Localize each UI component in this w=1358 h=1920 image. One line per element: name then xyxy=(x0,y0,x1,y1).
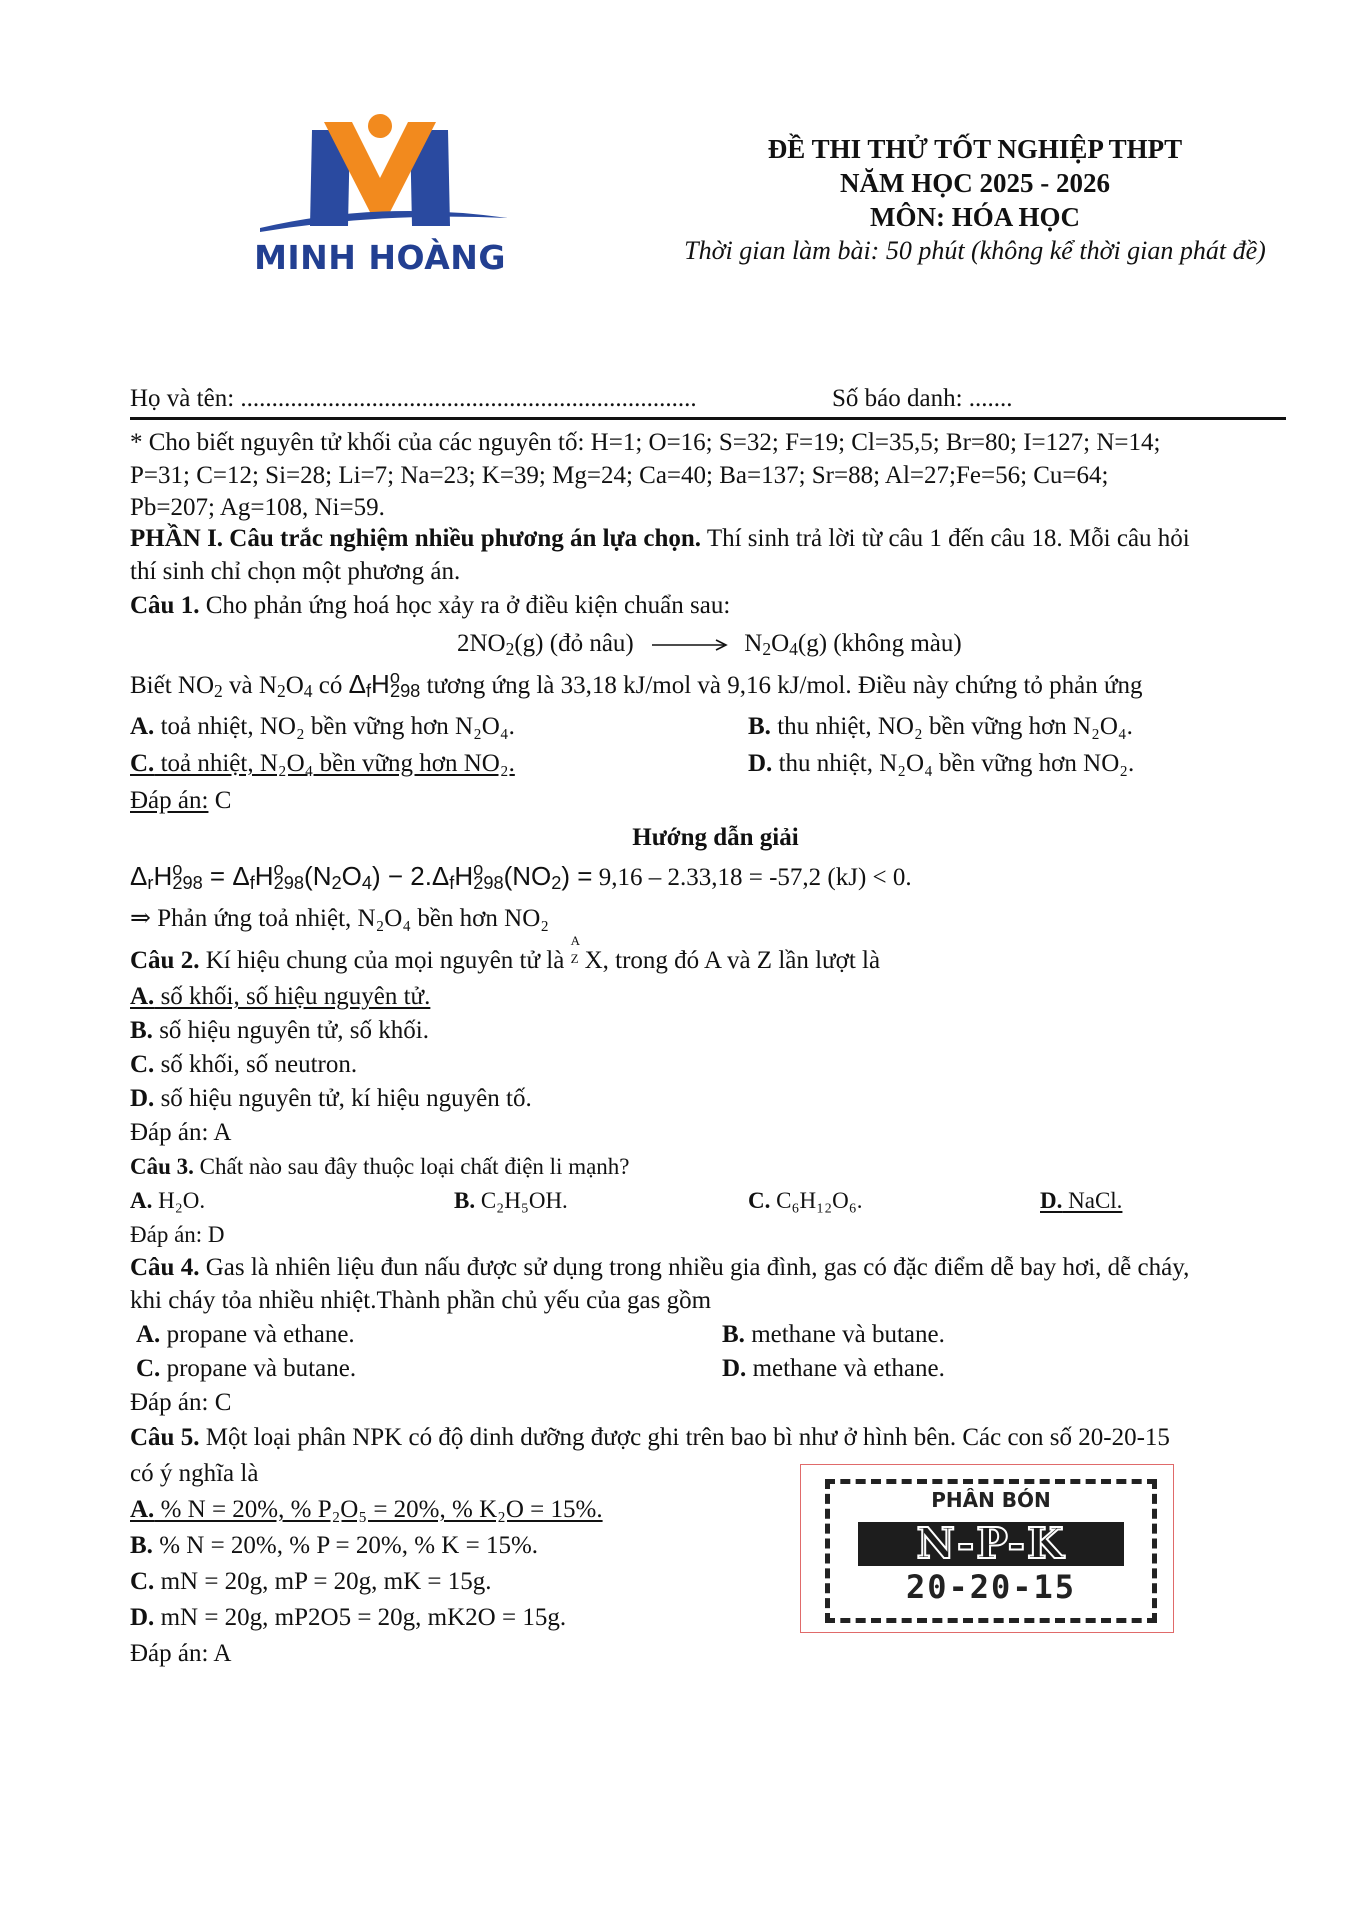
npk-label-image xyxy=(800,1464,1174,1633)
q1-option-d xyxy=(748,747,1134,780)
q5-text-line1: Một loại phân NPK có độ dinh dưỡng được ghi trên bao bì như ở hình bên. Các con số 20-20-15 xyxy=(199,1424,1170,1451)
q4-option-b xyxy=(722,1318,945,1351)
q1-reaction xyxy=(457,627,962,660)
header-rule xyxy=(130,417,1286,420)
q4-option-d-label: D. xyxy=(722,1355,747,1382)
q5-label: Câu 5. xyxy=(130,1424,200,1451)
q1-solution-conclusion: ⇒ Phản ứng toả nhiệt, N₂O₄ bền hơn NO₂ xyxy=(130,905,549,932)
q3-text: Chất nào sau đây thuộc loại chất điện li mạnh? xyxy=(193,1154,630,1179)
q1-option-b-text: thu nhiệt, NO₂ bền vững hơn N₂O₄. xyxy=(770,713,1133,740)
npk-numbers: 20-20-15 xyxy=(905,1568,1077,1606)
q4-option-d-text: methane và ethane. xyxy=(746,1355,945,1382)
q4-text-line1: Gas là nhiên liệu đun nấu được sử dụng trong nhiều gia đình, gas có đặc điểm dễ bay hơi, dễ cháy, xyxy=(199,1254,1190,1281)
time-note: Thời gian làm bài: 50 phút (không kể thời gian phát đề) xyxy=(684,236,1266,265)
q1-option-c-label: C. xyxy=(130,750,155,777)
q2-option-d-label: D. xyxy=(130,1085,155,1112)
q1-given-part3: O xyxy=(285,672,304,699)
q5-answer: Đáp án: A xyxy=(130,1640,232,1667)
q3-option-b-label: B. xyxy=(454,1188,476,1213)
q1-text: Cho phản ứng hoá học xảy ra ở điều kiện chuẩn sau: xyxy=(199,592,731,619)
atomic-masses-line2: P=31; C=12; Si=28; Li=7; Na=23; K=39; Mg=24; Ca=40; Ba=137; Sr=88; Al=27;Fe=56; Cu=64; xyxy=(130,462,1109,489)
q5-option-c-text: mN = 20g, mP = 20g, mK = 15g. xyxy=(154,1568,492,1595)
q1-answer-label: Đáp án: xyxy=(130,787,209,814)
q3-option-c-label: C. xyxy=(748,1188,771,1213)
q1-product-o: O xyxy=(771,630,790,657)
subject: MÔN: HÓA HỌC xyxy=(870,202,1080,232)
q1-option-a-text: toả nhiệt, NO₂ bền vững hơn N₂O₄. xyxy=(154,713,515,740)
q3-option-d xyxy=(1040,1184,1122,1217)
q1-product-sub1: 2 xyxy=(762,639,772,659)
q4-option-d xyxy=(722,1352,945,1385)
q5-stem-line2: có ý nghĩa là xyxy=(130,1460,259,1487)
q2-option-c xyxy=(130,1048,357,1081)
q5-option-a-text: % N = 20%, % P₂O₅ = 20%, % K₂O = 15%. xyxy=(154,1496,603,1523)
q2-text-before: Kí hiệu chung của mọi nguyên tử là xyxy=(199,947,571,974)
q5-option-c xyxy=(130,1565,492,1598)
q3-option-b-text: C₂H₅OH. xyxy=(475,1188,568,1213)
q1-product: N xyxy=(744,630,763,657)
q2-stem xyxy=(130,933,881,977)
q3-option-c xyxy=(748,1184,863,1217)
q4-option-c xyxy=(136,1352,356,1385)
q3-option-a xyxy=(130,1184,205,1217)
q1-answer xyxy=(130,784,231,817)
q4-stem-line2: khi cháy tỏa nhiều nhiệt.Thành phần chủ yếu của gas gồm xyxy=(130,1287,712,1314)
q1-option-c xyxy=(130,747,515,780)
q5-option-a xyxy=(130,1493,603,1526)
q4-label: Câu 4. xyxy=(130,1254,200,1281)
q2-option-b-text: số hiệu nguyên tử, số khối. xyxy=(152,1017,429,1044)
q2-option-a xyxy=(130,980,430,1013)
npk-band-text: N-P-K xyxy=(916,1519,1066,1568)
q2-option-d xyxy=(130,1082,532,1115)
q1-given-part2: và N xyxy=(222,672,277,699)
q2-option-c-label: C. xyxy=(130,1051,155,1078)
q4-option-b-label: B. xyxy=(722,1321,745,1348)
q1-option-b-label: B. xyxy=(748,713,771,740)
q3-label: Câu 3. xyxy=(130,1154,194,1179)
q1-product-sub2: 4 xyxy=(789,639,798,659)
q3-option-c-text: C₆H₁₂O₆. xyxy=(770,1188,863,1213)
q3-option-a-label: A. xyxy=(130,1188,153,1213)
q2-text-after: , trong đó A và Z lần lượt là xyxy=(602,947,881,974)
q1-product-state: (g) (không màu) xyxy=(797,630,962,657)
q4-option-c-text: propane và butane. xyxy=(160,1355,357,1382)
id-field: Số báo danh: ....... xyxy=(832,385,1013,412)
logo-text: MINH HOÀNG xyxy=(254,238,506,277)
q2-option-a-label: A. xyxy=(130,983,155,1010)
part1-heading-bold: PHẦN I. Câu trắc nghiệm nhiều phương án lựa chọn. xyxy=(130,525,702,552)
q5-option-a-label: A. xyxy=(130,1496,155,1523)
q1-reactant-state: (g) (đỏ nâu) xyxy=(514,630,634,657)
q5-stem-line1 xyxy=(130,1421,1170,1454)
part1-heading xyxy=(130,522,1190,555)
q1-solution-heading xyxy=(0,821,1358,854)
q1-option-b xyxy=(748,710,1133,743)
delta-f-h298-symbol: $\Delta_fH^o_{298}$ xyxy=(348,667,421,701)
q5-option-d-label: D. xyxy=(130,1604,155,1631)
q5-option-c-label: C. xyxy=(130,1568,155,1595)
mass-number-symbol: A xyxy=(570,933,580,948)
q1-solution-result: 9,16 – 2.33,18 = -57,2 (kJ) < 0. xyxy=(592,864,912,891)
q1-option-a-label: A. xyxy=(130,713,155,740)
q4-option-c-label: C. xyxy=(136,1355,161,1382)
atomic-number-symbol: Z xyxy=(570,951,579,966)
q4-stem-line1 xyxy=(130,1251,1189,1284)
q2-answer: Đáp án: A xyxy=(130,1119,232,1146)
part1-heading-rest: Thí sinh trả lời từ câu 1 đến câu 18. Mỗi câu hỏi xyxy=(701,525,1190,552)
q3-stem xyxy=(130,1150,630,1183)
q1-option-d-text: thu nhiệt, N₂O₄ bền vững hơn NO₂. xyxy=(772,750,1135,777)
q5-option-d-text: mN = 20g, mP2O5 = 20g, mK2O = 15g. xyxy=(154,1604,567,1631)
q1-solution-equation xyxy=(130,860,912,894)
q5-option-d xyxy=(130,1601,566,1634)
q1-option-a xyxy=(130,710,515,743)
q1-label: Câu 1. xyxy=(130,592,200,619)
q5-option-b xyxy=(130,1529,538,1562)
npk-band xyxy=(858,1519,1124,1568)
atomic-masses-line3: Pb=207; Ag=108, Ni=59. xyxy=(130,494,385,521)
minh-hoang-logo xyxy=(240,108,520,288)
q1-solution-heading-text: Hướng dẫn giải xyxy=(632,824,799,851)
q1-answer-value: C xyxy=(208,787,232,814)
q2-option-d-text: số hiệu nguyên tử, kí hiệu nguyên tố. xyxy=(154,1085,532,1112)
q3-answer: Đáp án: D xyxy=(130,1222,225,1247)
solution-formula: $\Delta_rH^o_{298} = \Delta_fH^o_{298}(N_2O_4) - 2.\Delta_fH^o_{298}(NO_2)$ = xyxy=(130,859,593,893)
q2-option-b-label: B. xyxy=(130,1017,153,1044)
q3-option-a-text: H₂O. xyxy=(152,1188,206,1213)
q2-option-a-text: số khối, số hiệu nguyên tử. xyxy=(154,983,431,1010)
q1-reactant: 2NO xyxy=(457,630,506,657)
q3-option-b xyxy=(454,1184,568,1217)
q4-option-b-text: methane và butane. xyxy=(744,1321,945,1348)
nuclide-notation xyxy=(570,933,585,970)
q1-option-d-label: D. xyxy=(748,750,773,777)
q5-option-b-text: % N = 20%, % P = 20%, % K = 15%. xyxy=(152,1532,539,1559)
q2-option-b xyxy=(130,1014,429,1047)
q1-reactant-sub: 2 xyxy=(505,639,515,659)
exam-title: ĐỀ THI THỬ TỐT NGHIỆP THPT xyxy=(767,134,1183,164)
q1-given: Biết $NO_2$ và $N_2O_4$ có $\Delta_fH^o_{298}$ tương ứng là 33,18 kJ/mol và 9,16 kJ/mol. Điều này chứng tỏ phản ứng xyxy=(130,667,1143,701)
name-field: Họ và tên: ......................................................................... xyxy=(130,385,697,412)
q4-option-a-label: A. xyxy=(136,1321,161,1348)
npk-dashed-frame xyxy=(825,1479,1157,1623)
q4-option-a xyxy=(136,1318,355,1351)
q2-label: Câu 2. xyxy=(130,947,200,974)
q5-option-b-label: B. xyxy=(130,1532,153,1559)
school-year: NĂM HỌC 2025 - 2026 xyxy=(840,168,1110,198)
q2-option-c-text: số khối, số neutron. xyxy=(154,1051,358,1078)
q1-given-part5: tương ứng là 33,18 kJ/mol và 9,16 kJ/mol. Điều này chứng tỏ phản ứng xyxy=(420,672,1143,699)
atomic-masses-line1: * Cho biết nguyên tử khối của các nguyên tố: H=1; O=16; S=32; F=19; Cl=35,5; Br=80; I=127; N=14; xyxy=(130,429,1161,456)
q1-given-part4: có xyxy=(312,672,349,699)
q1-stem xyxy=(130,589,730,622)
q4-answer: Đáp án: C xyxy=(130,1389,232,1416)
q1-option-c-text: toả nhiệt, N₂O₄ bền vững hơn NO₂. xyxy=(154,750,515,777)
q1-given-part1: Biết NO xyxy=(130,672,215,699)
q4-option-a-text: propane và ethane. xyxy=(160,1321,355,1348)
part1-heading-line2: thí sinh chỉ chọn một phương án. xyxy=(130,558,461,585)
element-symbol: X xyxy=(584,947,603,974)
reaction-arrow-icon xyxy=(646,635,732,655)
logo-m-icon xyxy=(240,108,520,238)
npk-title: PHÂN BÓN xyxy=(931,1488,1051,1512)
q3-option-d-label: D. xyxy=(1040,1188,1063,1213)
q3-option-d-text: NaCl. xyxy=(1062,1188,1123,1213)
